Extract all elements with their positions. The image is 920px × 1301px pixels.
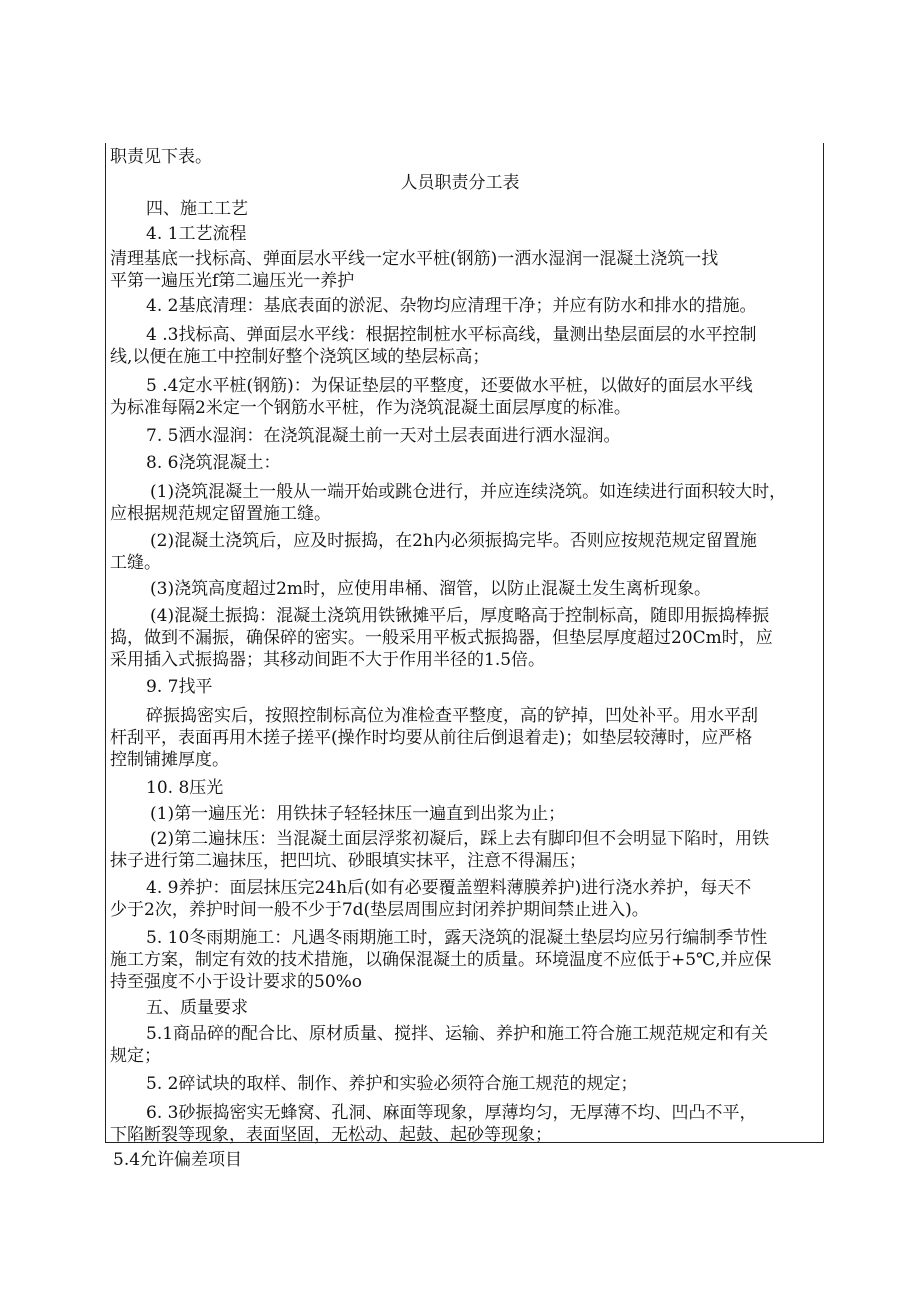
text-line: 4. 9养护：面层抹压完24h后(如有必要覆盖塑料薄膜养护)进行浇水养护，每天不 bbox=[146, 878, 752, 898]
text-line: 应根据规范规定留置施工缝。 bbox=[110, 504, 331, 524]
table-title: 人员职责分工表 bbox=[400, 173, 520, 193]
text-line: 捣，做到不漏振，确保碎的密实。一般采用平板式振捣器，但垫层厚度超过20Cm时，应 bbox=[110, 628, 773, 648]
text-line: 采用插入式振捣器；其移动间距不大于作用半径的1.5倍。 bbox=[110, 650, 546, 670]
text-line: 职责见下表。 bbox=[110, 147, 212, 167]
text-line: 为标准每隔2米定一个钢筋水平桩，作为浇筑混凝土面层厚度的标准。 bbox=[110, 398, 631, 418]
text-line: 5. 2碎试块的取样、制作、养护和实验必须符合施工规范的规定； bbox=[146, 1074, 638, 1094]
text-line: 6. 3砂振捣密实无蜂窝、孔洞、麻面等现象，厚薄均匀，无厚薄不均、凹凸不平， bbox=[146, 1103, 757, 1123]
text-line: 持至强度不小于设计要求的50%o bbox=[110, 972, 363, 992]
text-line: 8. 6浇筑混凝土： bbox=[146, 453, 281, 473]
text-line: 4 .3找标高、弹面层水平线：根据控制桩水平标高线，量测出垫层面层的水平控制 bbox=[146, 325, 757, 345]
text-line: 4. 1工艺流程 bbox=[146, 224, 247, 244]
text-line: 5.1商品碎的配合比、原材质量、搅拌、运输、养护和施工符合施工规范规定和有关 bbox=[146, 1024, 769, 1044]
text-line: 抹子进行第二遍抹压，把凹坑、砂眼填实抹平，注意不得漏压； bbox=[110, 851, 586, 871]
text-line: (2)混凝土浇筑后，应及时振捣，在2h内必须振捣完毕。否则应按规范规定留置施 bbox=[150, 531, 757, 551]
text-line: (1)第一遍压光：用铁抹子轻轻抹压一遍直到出浆为止； bbox=[150, 804, 566, 824]
section-heading: 五、质量要求 bbox=[146, 998, 248, 1018]
text-line: 线,以便在施工中控制好整个浇筑区域的垫层标高； bbox=[110, 347, 490, 367]
text-line: 控制铺摊厚度。 bbox=[110, 750, 229, 770]
text-line: 4. 2基底清理：基底表面的淤泥、杂物均应清理干净；并应有防水和排水的措施。 bbox=[146, 296, 757, 316]
text-line: (3)浇筑高度超过2m时，应使用串桶、溜管，以防止混凝土发生离析现象。 bbox=[150, 579, 712, 599]
text-line: 9. 7找平 bbox=[146, 677, 213, 697]
text-line: 5 .4定水平桩(钢筋)：为保证垫层的平整度，还要做水平桩，以做好的面层水平线 bbox=[146, 376, 753, 396]
text-line: 下陷断裂等现象，表面坚固，无松动、起鼓、起砂等现象； bbox=[110, 1125, 552, 1145]
section-heading: 四、施工工艺 bbox=[146, 199, 248, 219]
text-line: 碎振捣密实后，按照控制标高位为准检查平整度，高的铲掉，凹处补平。用水平刮 bbox=[146, 706, 758, 726]
text-line: 少于2次，养护时间一般不少于7d(垫层周围应封闭养护期间禁止进入)。 bbox=[110, 900, 649, 920]
text-line: 规定； bbox=[110, 1046, 161, 1066]
text-line: (4)混凝土振捣：混凝土浇筑用铁锹摊平后，厚度略高于控制标高，随即用振捣棒振 bbox=[150, 606, 770, 626]
text-line: 杆刮平，表面再用木搓子搓平(操作时均要从前往后倒退着走)；如垫层较薄时，应严格 bbox=[110, 728, 753, 748]
text-line: 施工方案，制定有效的技术措施，以确保混凝土的质量。环境温度不应低于+5℃,并应保 bbox=[110, 950, 772, 970]
text-line: (2)第二遍抹压：当混凝土面层浮浆初凝后，踩上去有脚印但不会明显下陷时，用铁 bbox=[150, 829, 770, 849]
text-line: 7. 5洒水湿润：在浇筑混凝土前一天对土层表面进行洒水湿润。 bbox=[146, 426, 621, 446]
text-line: 清理基底一找标高、弹面层水平线一定水平桩(钢筋)一洒水湿润一混凝土浇筑一找 bbox=[110, 249, 719, 269]
footer-heading: 5.4允许偏差项目 bbox=[113, 1150, 243, 1170]
text-line: 平第一遍压光f第二遍压光一养护 bbox=[110, 271, 355, 291]
text-line: 10. 8压光 bbox=[146, 778, 224, 798]
text-line: (1)浇筑混凝土一般从一端开始或跳仓进行，并应连续浇筑。如连续进行面积较大时， bbox=[150, 482, 787, 502]
text-line: 工缝。 bbox=[110, 553, 161, 573]
text-line: 5. 10冬雨期施工：凡遇冬雨期施工时，露天浇筑的混凝土垫层均应另行编制季节性 bbox=[146, 928, 768, 948]
